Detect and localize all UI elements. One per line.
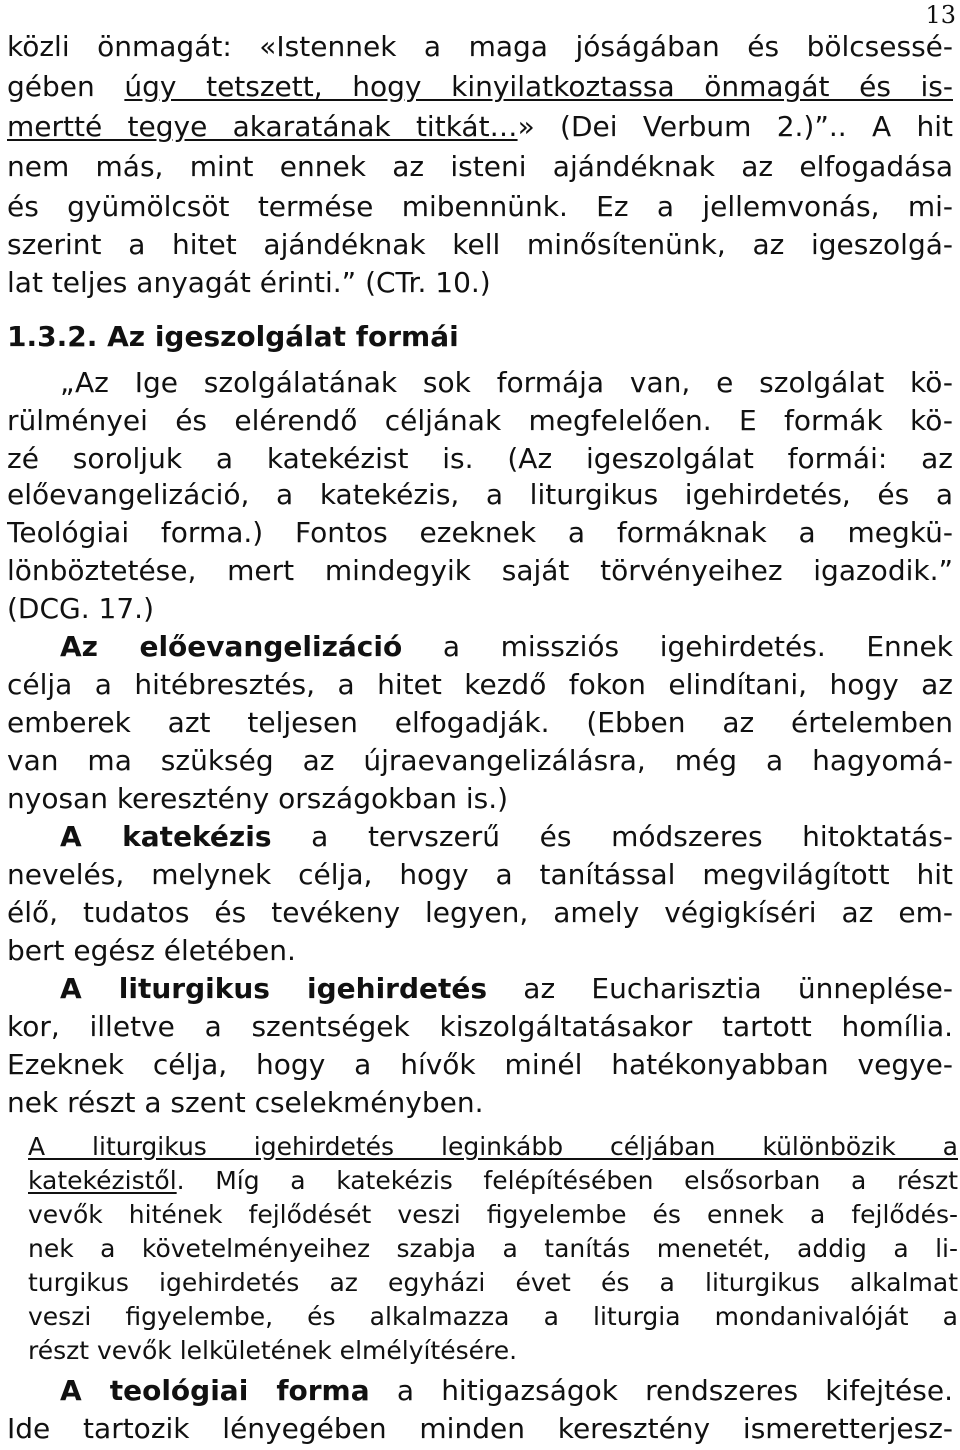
text-line: kor, illetve a szentségek kiszolgáltatásakor tartott homília. [7,1010,953,1043]
page-number: 13 [925,1,956,29]
term-katekezis: A katekézis [60,820,272,853]
text-line: mertté tegye akaratának titkát…» (Dei Verbum 2.)”.. A hit [7,110,953,143]
text-line: nevelés, melynek célja, hogy a tanítással megvilágított hit [7,858,953,891]
text-line: Az előevangelizáció a missziós igehirdetés. Ennek [60,630,953,663]
note-line: veszi figyelembe, és alkalmazza a liturgia mondanivalóját a [28,1302,958,1331]
underlined-note: katekézistől [28,1166,177,1195]
underlined-quote: mertté tegye akaratának titkát… [7,110,518,143]
text-line: A katekézis a tervszerű és módszeres hitoktatás- [60,820,953,853]
note-line: turgikus igehirdetés az egyházi évet és a liturgikus alkalmat [28,1268,958,1297]
text-line: bert egész életében. [7,934,296,967]
underlined-note: A liturgikus igehirdetés leginkább céljában különbözik a [28,1132,958,1161]
text-line: A liturgikus igehirdetés az Eucharisztia ünneplése- [60,972,953,1005]
term-teologiai-forma: A teológiai forma [60,1374,370,1407]
text-line: célja a hitébresztés, a hitet kezdő fokon elindítani, hogy az [7,668,953,701]
note-line: nek a követelményeihez szabja a tanítás menetét, addig a li- [28,1234,958,1263]
text-line: nyosan keresztény országokban is.) [7,782,509,815]
underlined-quote: úgy tetszett, hogy kinyilatkoztassa önmagát és is- [124,70,953,103]
note-line: vevők hitének fejlődését veszi figyelembe és ennek a fejlődés- [28,1200,958,1229]
text-line: rülményei és elérendő céljának megfelelően. E formák kö- [7,404,953,437]
note-line: részt vevők lelkületének elmélyítésére. [28,1336,518,1365]
text-line: nem más, mint ennek az isteni ajándéknak az elfogadása [7,150,953,183]
text-line: és gyümölcsöt termése mibennünk. Ez a jellemvonás, mi- [7,190,953,223]
text-line: van ma szükség az újraevangelizálásra, még a hagyomá- [7,744,953,777]
text-line: Teológiai forma.) Fontos ezeknek a formáknak a megkü- [7,516,953,549]
note-line: katekézistől. Míg a katekézis felépítésében elsősorban a részt [28,1166,958,1195]
text-line: Ezeknek célja, hogy a hívők minél hatékonyabban vegye- [7,1048,953,1081]
text-line: gében úgy tetszett, hogy kinyilatkoztassa önmagát és is- [7,70,953,103]
text-line: előevangelizáció, a katekézis, a liturgikus igehirdetés, és a [7,478,953,511]
text-line: (DCG. 17.) [7,592,154,625]
term-liturgikus-igehirdetes: A liturgikus igehirdetés [60,972,488,1005]
text-line: élő, tudatos és tevékeny legyen, amely végigkíséri az em- [7,896,953,929]
text-line: emberek azt teljesen elfogadják. (Ebben az értelemben [7,706,953,739]
text-line: A teológiai forma a hitigazságok rendszeres kifejtése. [60,1374,953,1407]
note-line [28,1132,958,1162]
text-line: lat teljes anyagát érinti.” (CTr. 10.) [7,266,491,299]
text-line: közli önmagát: «Istennek a maga jóságában és bölcsessé- [7,30,953,63]
text-line: Ide tartozik lényegében minden keresztény ismeretterjesz- [7,1412,953,1445]
text-line: „Az Ige szolgálatának sok formája van, e szolgálat kö- [60,366,953,399]
text-line: nek részt a szent cselekményben. [7,1086,484,1119]
text-line: szerint a hitet ajándéknak kell minősítenünk, az igeszolgá- [7,228,953,261]
term-eloevangelizacio: Az előevangelizáció [60,630,403,663]
text-line: zé soroljuk a katekézist is. (Az igeszolgálat formái: az [7,442,953,475]
section-heading: 1.3.2. Az igeszolgálat formái [7,320,459,353]
text-line: lönböztetése, mert mindegyik saját törvényeihez igazodik.” [7,554,953,587]
